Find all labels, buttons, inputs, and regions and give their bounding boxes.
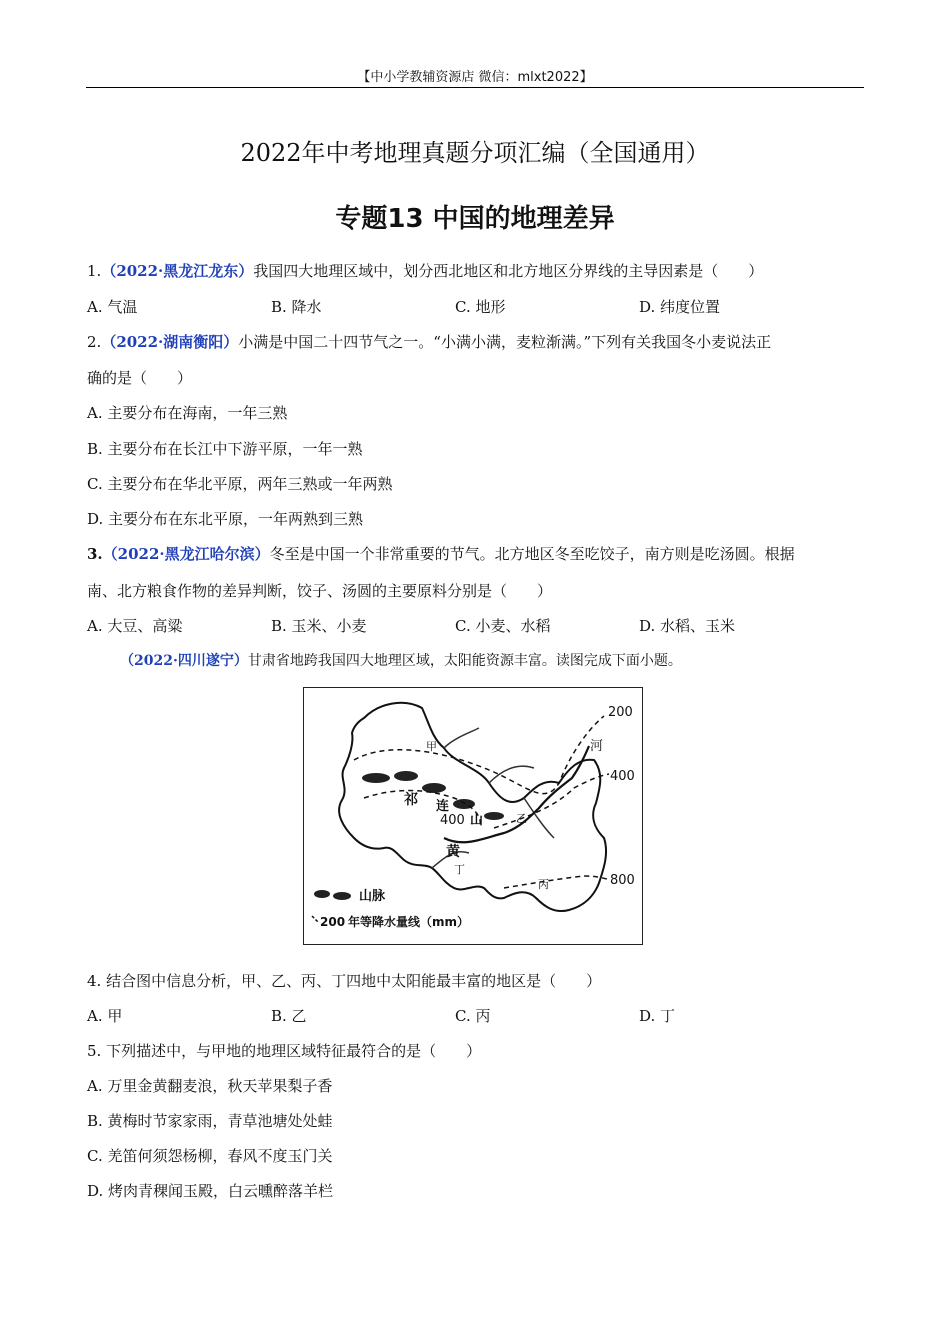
label-bing: 丙	[538, 878, 549, 891]
q5-option-d: D. 烤肉青稞闻玉殿，白云曛醉落羊栏	[87, 1182, 334, 1200]
mountain-shape	[394, 771, 418, 781]
label-lian: 连	[436, 799, 450, 814]
q4-option-a: A. 甲	[87, 1007, 123, 1025]
question-5: 5. 下列描述中，与甲地的地理区域特征最符合的是（ ）	[87, 1042, 482, 1060]
q5-option-c: C. 羌笛何须怨杨柳，春风不度玉门关	[87, 1147, 333, 1165]
q1-option-a: A. 气温	[87, 298, 138, 316]
question-2-text-line1: 小满是中国二十四节气之一。“小满小满，麦粒渐满。”下列有关我国冬小麦说法正	[238, 333, 772, 351]
question-1-number: 1.	[87, 262, 102, 280]
label-yi: 乙	[516, 812, 527, 825]
gansu-map	[304, 688, 642, 944]
legend-isoline-icon	[312, 916, 318, 922]
label-shan: 山	[470, 813, 484, 828]
group-intro	[120, 650, 682, 670]
label-iso400a: 400	[610, 769, 635, 784]
legend-mountain-label: 山脉	[359, 889, 386, 904]
question-3	[87, 543, 795, 564]
q2-option-d: D. 主要分布在东北平原，一年两熟到三熟	[87, 510, 364, 528]
question-3-number: 3.	[87, 545, 103, 563]
question-1-text: 我国四大地理区域中，划分西北地区和北方地区分界线的主导因素是（ ）	[253, 262, 764, 280]
gansu-map-figure	[303, 687, 643, 945]
q4-option-b: B. 乙	[271, 1007, 307, 1025]
mountain-shape	[422, 783, 446, 793]
q3-option-c: C. 小麦、水稻	[455, 617, 551, 635]
legend-isoline-label: 年等降水量线（mm）	[348, 915, 470, 929]
page-header: 【中小学教辅资源店 微信：mlxt2022】	[357, 70, 593, 85]
isoline-800	[504, 876, 610, 888]
topic-title: 专题13 中国的地理差异	[335, 204, 615, 234]
q2-option-c: C. 主要分布在华北平原，两年三熟或一年两熟	[87, 475, 393, 493]
label-huang: 黄	[446, 844, 460, 860]
question-2-text-line2: 确的是（ ）	[87, 369, 193, 387]
mountain-shape	[484, 812, 504, 820]
q3-option-d: D. 水稻、玉米	[639, 617, 736, 635]
label-qi: 祁	[404, 792, 418, 808]
group-text: 甘肃省地跨我国四大地理区域，太阳能资源丰富。读图完成下面小题。	[247, 653, 682, 669]
question-1-source: （2022·黑龙江龙东）	[101, 262, 254, 280]
question-2-number: 2.	[87, 333, 102, 351]
question-3-text-line2: 南、北方粮食作物的差异判断，饺子、汤圆的主要原料分别是（ ）	[87, 582, 553, 600]
q4-option-c: C. 丙	[455, 1007, 491, 1025]
label-iso200: 200	[608, 705, 633, 720]
q1-option-d: D. 纬度位置	[639, 298, 721, 316]
question-3-text-line1: 冬至是中国一个非常重要的节气。北方地区冬至吃饺子，南方则是吃汤圆。根据	[269, 545, 795, 563]
label-ding: 丁	[454, 863, 465, 876]
document-title: 2022年中考地理真题分项汇编（全国通用）	[240, 139, 710, 167]
mountain-shape	[362, 773, 390, 783]
q4-option-d: D. 丁	[639, 1007, 676, 1025]
label-iso400b: 400	[440, 813, 465, 828]
label-jia: 甲	[426, 740, 437, 753]
question-3-source: （2022·黑龙江哈尔滨）	[102, 545, 270, 563]
legend-mountain-icon	[333, 892, 351, 900]
q2-option-a: A. 主要分布在海南，一年三熟	[87, 404, 288, 422]
question-4: 4. 结合图中信息分析，甲、乙、丙、丁四地中太阳能最丰富的地区是（ ）	[87, 972, 602, 990]
q2-option-b: B. 主要分布在长江中下游平原，一年一熟	[87, 440, 363, 458]
legend-isoline-value: 200	[320, 915, 346, 929]
legend-mountain-icon	[314, 890, 330, 898]
q3-option-b: B. 玉米、小麦	[271, 617, 367, 635]
label-iso800: 800	[610, 873, 635, 888]
q5-option-a: A. 万里金黄翻麦浪，秋天苹果梨子香	[87, 1077, 333, 1095]
question-1	[87, 260, 763, 281]
q1-option-c: C. 地形	[455, 298, 506, 316]
question-2-source: （2022·湖南衡阳）	[101, 333, 239, 351]
header-divider	[86, 87, 864, 88]
question-2	[87, 331, 771, 352]
q1-option-b: B. 降水	[271, 298, 322, 316]
q3-option-a: A. 大豆、高粱	[87, 617, 183, 635]
label-he: 河	[590, 739, 604, 754]
q5-option-b: B. 黄梅时节家家雨，青草池塘处处蛙	[87, 1112, 333, 1130]
group-source: （2022·四川遂宁）	[120, 653, 248, 669]
